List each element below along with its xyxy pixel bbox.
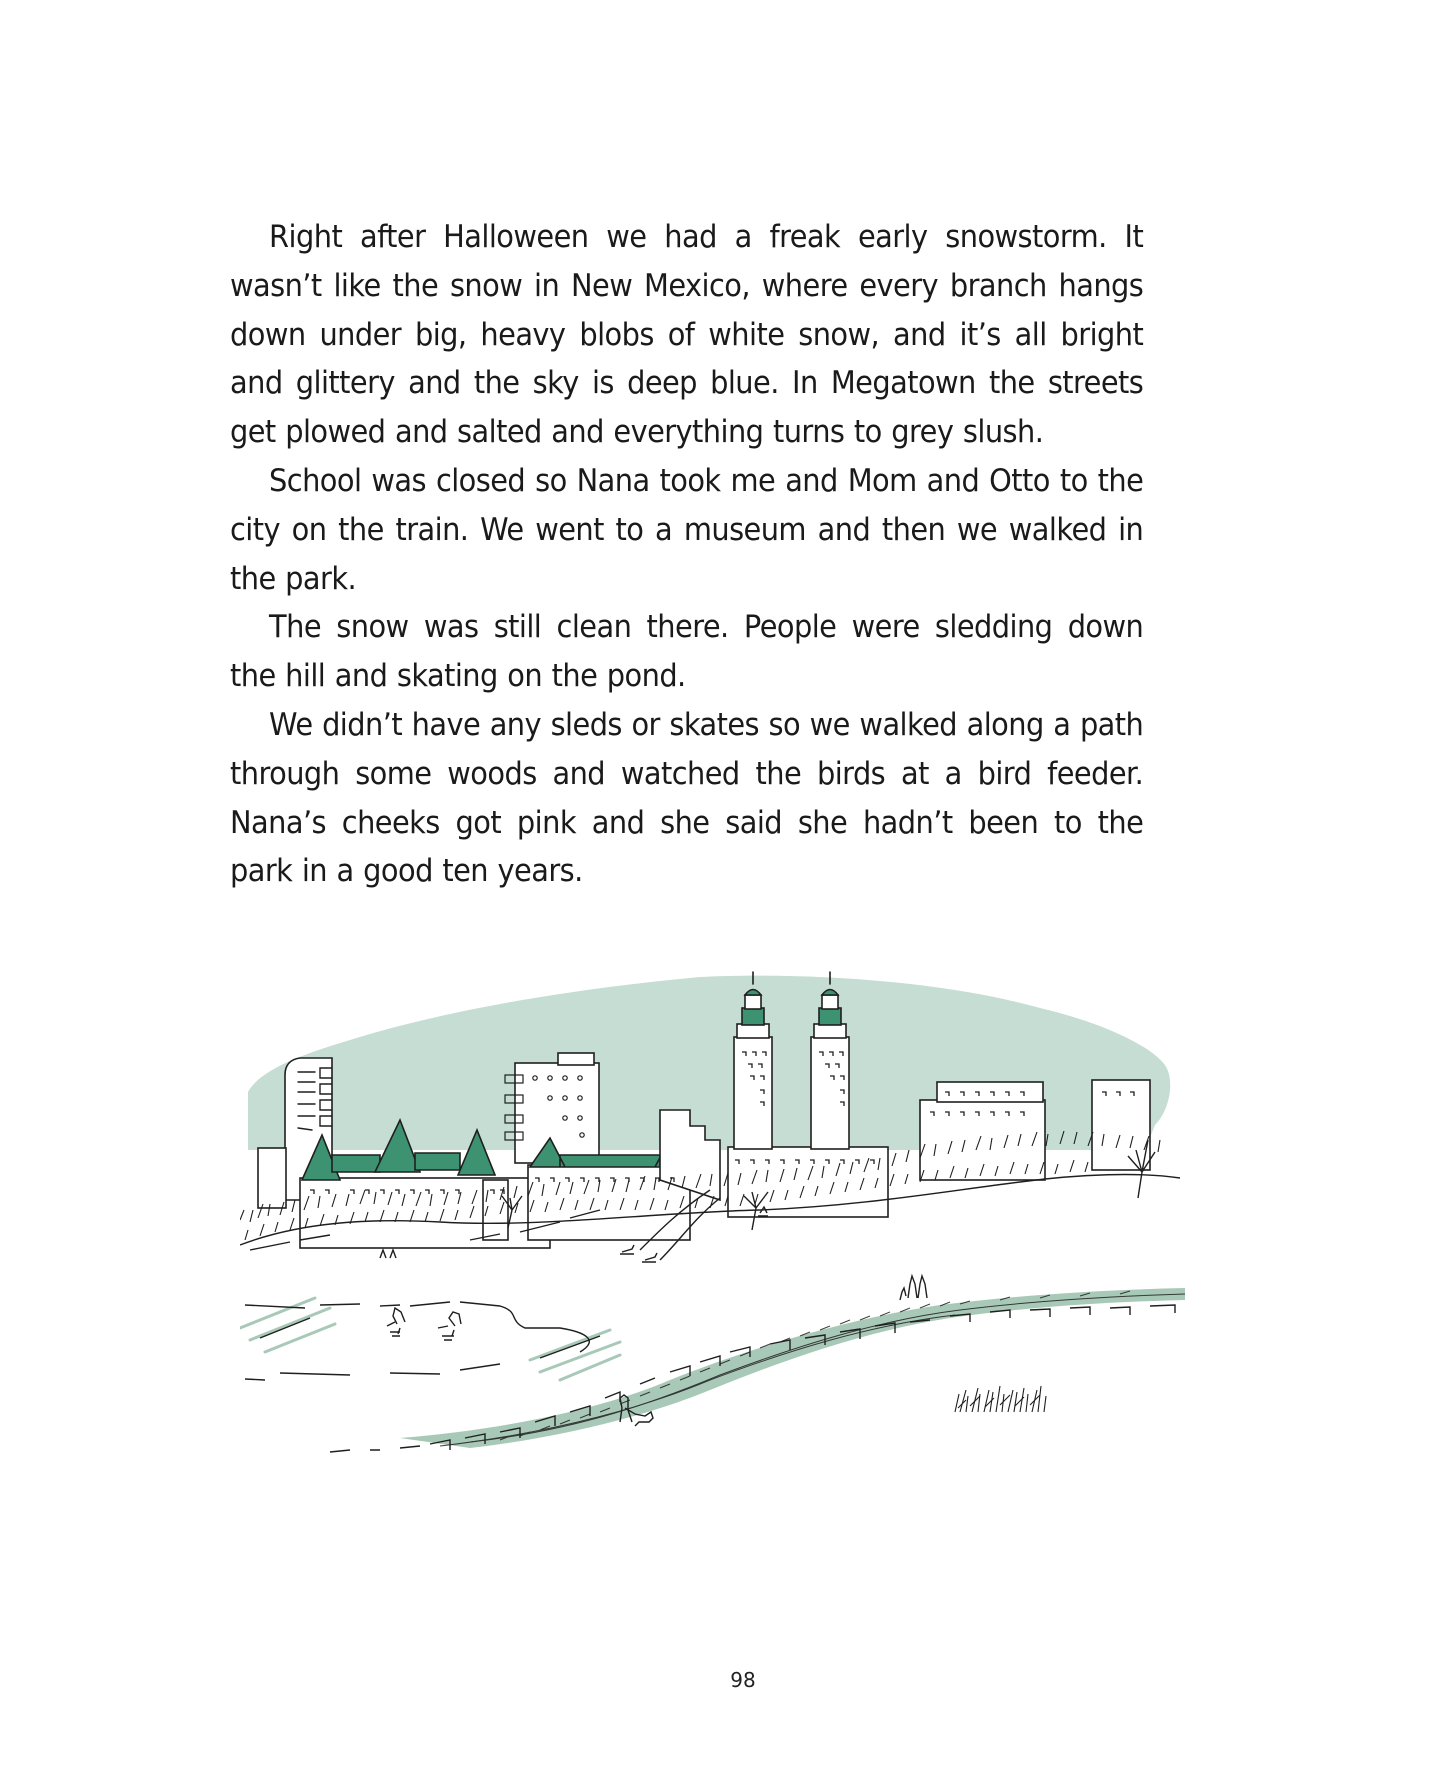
walkers-far (380, 1250, 396, 1258)
walker-pair (900, 1276, 927, 1300)
paragraph-4: We didn’t have any sleds or skates so we walked along a path through some woods and watched the birds at a bird feeder. Nana’s cheeks got pink and she said she hadn’t been to the park in a good ten years. (230, 706, 1144, 890)
paragraph-1: Right after Halloween we had a freak early snowstorm. It wasn’t like the snow in New Mexico, where every branch hangs down under big, heavy blobs of white snow, and it’s all bright and glittery and the sky is deep blue. In Megatown the streets get plowed and salted and everything turns to grey slush. (230, 219, 1144, 451)
shrub (955, 1386, 1046, 1412)
sledder-1 (620, 1245, 634, 1254)
skater-2 (438, 1312, 461, 1340)
paragraph-2: School was closed so Nana took me and Mom and Otto to the city on the train. We went to a museum and then we walked in the park. (230, 462, 1144, 597)
page-number: 98 (730, 1668, 756, 1692)
park-skyline-drawing (240, 960, 1200, 1480)
paragraph-3: The snow was still clean there. People were sledding down the hill and skating on the pond. (230, 609, 1144, 695)
body-text (230, 213, 1143, 896)
sledder-2 (642, 1253, 657, 1262)
park-illustration (240, 960, 1200, 1480)
stone-path (330, 1276, 1185, 1452)
frozen-pond (240, 1298, 620, 1380)
skater-1 (387, 1308, 405, 1336)
